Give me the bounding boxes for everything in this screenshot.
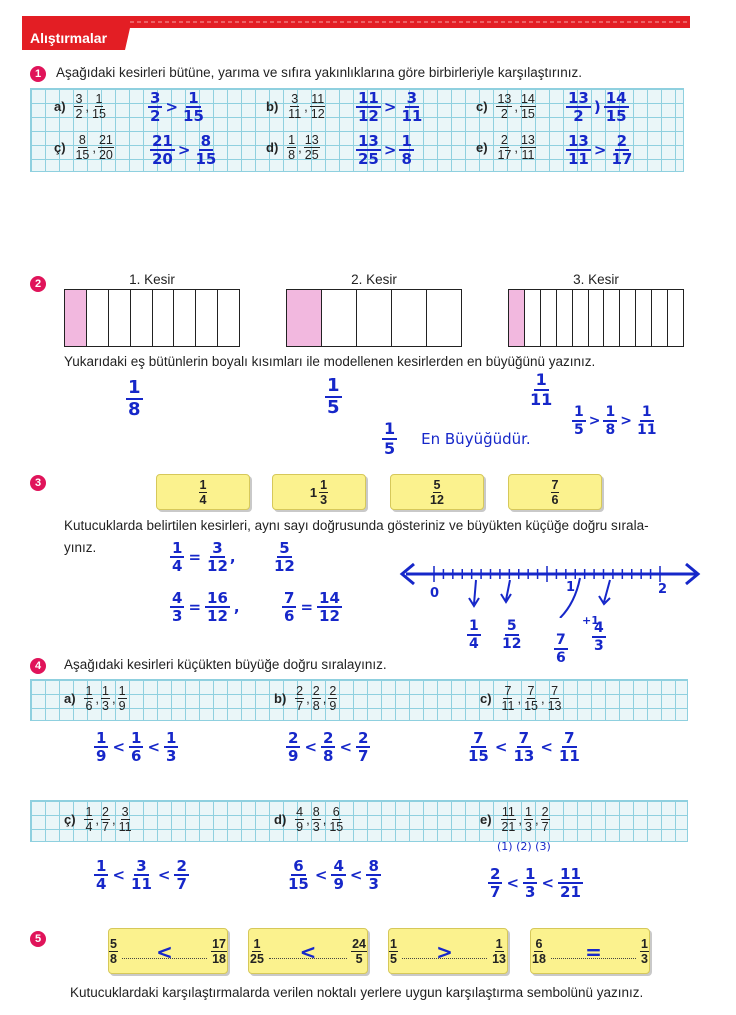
fraction: $\frac{11}{12}$ xyxy=(310,92,325,121)
left-fraction: $\frac{5}{8}$ xyxy=(110,936,117,966)
q2-instruction: Yukarıdaki eş bütünlerin boyalı kısımları ile modellenen kesirlerden en büyüğünü yazınız. xyxy=(64,354,596,369)
comparison-symbol: = xyxy=(585,939,602,964)
fraction: $\frac{1}{15}$ xyxy=(92,92,106,121)
unshaded-part xyxy=(131,290,153,346)
fraction: $\frac{2}{17}$ xyxy=(497,133,512,162)
unshaded-part xyxy=(153,290,175,346)
right-fraction: $\frac{1}{3}$ xyxy=(641,936,648,966)
q4-instruction: Aşağıdaki kesirleri küçükten büyüğe doğru sıralayınız. xyxy=(64,657,387,672)
answer-fraction: 1 4 xyxy=(96,857,107,893)
item-label: a) xyxy=(64,691,76,706)
shaded-part xyxy=(65,290,87,346)
fraction: $\frac{1}{8}$ xyxy=(288,133,296,162)
q4-problem: ç) $\frac{1}{4}$ , $\frac{2}{7}$ , $\frac{3}{11}$ xyxy=(64,805,132,834)
left-fraction: $\frac{6}{18}$ xyxy=(532,936,546,966)
right-fraction: $\frac{17}{18}$ xyxy=(212,936,226,966)
line-label-1-4: $\frac{1}{4}$ xyxy=(469,618,479,652)
unshaded-part xyxy=(218,290,239,346)
unshaded-part xyxy=(541,290,557,346)
fraction-model-3 xyxy=(508,289,684,347)
comparison-box xyxy=(248,928,368,974)
fraction: $\frac{2}{7}$ xyxy=(296,684,304,713)
q4-answer: 1 4 < 3 11 < 2 7 xyxy=(96,857,187,893)
q3-work-1: $\frac{1}{4}$ = $\frac{3}{12}$ , xyxy=(172,539,236,575)
answer-fraction: 7 15 xyxy=(468,729,489,765)
q3-work-4: $\frac{7}{6}$ = $\frac{14}{12}$ xyxy=(284,589,340,625)
shaded-part xyxy=(287,290,322,346)
fraction: $\frac{21}{20}$ xyxy=(98,133,113,162)
fraction: $\frac{7}{13}$ xyxy=(547,684,562,713)
unshaded-part xyxy=(589,290,605,346)
q4-answer: 1 9 < 1 6 < 1 3 xyxy=(96,729,177,765)
q4-problem: e) $\frac{11}{21}$ , $\frac{1}{3}$ , $\frac{2}{7}$ xyxy=(480,805,549,834)
item-label: e) xyxy=(476,140,488,155)
item-label: ç) xyxy=(64,812,76,827)
item-label: a) xyxy=(54,99,66,114)
line-label-7-6: $\frac{7}{6}$ xyxy=(556,632,566,666)
fraction: $\frac{2}{8}$ xyxy=(312,684,320,713)
fraction: $\frac{1}{3}$ xyxy=(102,684,109,713)
unshaded-part xyxy=(557,290,573,346)
model-title-2: 2. Kesir xyxy=(351,272,397,287)
dotted-blank xyxy=(402,939,487,964)
q3-instruction-line2: yınız. xyxy=(64,540,97,555)
fraction: $\frac{8}{3}$ xyxy=(312,805,320,834)
unshaded-part xyxy=(357,290,392,346)
tick-label-0: 0 xyxy=(430,586,440,601)
left-fraction: $\frac{1}{25}$ xyxy=(250,936,264,966)
fraction: $\frac{2}{7}$ xyxy=(102,805,109,834)
comparison-symbol: > xyxy=(436,939,453,964)
q2-biggest: 1 5 En Büyüğüdür. xyxy=(384,419,531,458)
fraction: $\frac{4}{9}$ xyxy=(296,805,304,834)
q1-item-a: a) $\frac{3}{2}$ , $\frac{1}{15}$ xyxy=(54,92,106,121)
fraction: $\frac{1}{4}$ xyxy=(85,805,93,834)
q1-answer-b: 11 12 > 3 11 xyxy=(358,89,423,125)
fraction: $\frac{3}{11}$ xyxy=(118,805,132,834)
answer-fraction: 6 15 xyxy=(288,857,309,893)
q4-problem: b) $\frac{2}{7}$ , $\frac{2}{8}$ , $\frac{2}{9}$ xyxy=(274,684,337,713)
fraction-box-2: 1 $\frac{1}{3}$ xyxy=(272,474,366,510)
left-fraction: $\frac{1}{5}$ xyxy=(390,936,397,966)
fraction-box-1: $\frac{1}{4}$ xyxy=(156,474,250,510)
q1-item-c: c) $\frac{13}{2}$ , $\frac{14}{15}$ xyxy=(476,92,535,121)
unshaded-part xyxy=(196,290,218,346)
q1-instruction: Aşağıdaki kesirleri bütüne, yarıma ve sıfıra yakınlıklarına göre birbirleriyle karşılaştırınız. xyxy=(56,65,582,80)
q2-answer-2: $\frac{1}{5}$ xyxy=(327,375,340,418)
q4-answer: 6 15 < 4 9 < 8 3 xyxy=(288,857,379,893)
q1-answer-a: 3 2 > 1 15 xyxy=(150,89,204,125)
q4-answer: 2 9 < 2 8 < 2 7 xyxy=(288,729,369,765)
q3-instruction-line1: Kutucuklarda belirtilen kesirleri, aynı sayı doğrusunda gösteriniz ve büyükten küçüğe doğru sırala- xyxy=(64,518,649,533)
q4-problem: c) $\frac{7}{11}$ , $\frac{7}{15}$ , $\frac{7}{13}$ xyxy=(480,684,562,713)
q1-item-b: b) $\frac{3}{11}$ , $\frac{11}{12}$ xyxy=(266,92,325,121)
fraction: $\frac{1}{9}$ xyxy=(118,684,126,713)
answer-fraction: 1 6 xyxy=(131,729,142,765)
answer-fraction: 1 3 xyxy=(166,729,177,765)
line-label-5-12: $\frac{5}{12}$ xyxy=(502,618,522,652)
q4-grid-1 xyxy=(30,679,688,721)
q1-answer-e: 13 11 > 2 17 xyxy=(568,132,633,168)
q1-item-c-cedilla: ç) $\frac{8}{15}$ , $\frac{21}{20}$ xyxy=(54,133,113,162)
q3-work-3: $\frac{4}{3}$ = $\frac{16}{12}$ , xyxy=(172,589,240,625)
question-number-3: 3 xyxy=(30,475,46,491)
fraction: $\frac{8}{15}$ xyxy=(75,133,90,162)
fraction: $\frac{1}{3}$ xyxy=(524,805,532,834)
item-label: d) xyxy=(266,140,279,155)
right-fraction: $\frac{24}{5}$ xyxy=(352,936,366,966)
item-label: c) xyxy=(480,691,492,706)
question-number-1: 1 xyxy=(30,66,46,82)
dotted-blank xyxy=(551,939,636,964)
item-label: b) xyxy=(266,99,279,114)
line-label-4-3: +1 xyxy=(582,614,599,627)
q4-problem: a) $\frac{1}{6}$ , $\frac{1}{3}$ , $\frac{1}{9}$ xyxy=(64,684,126,713)
tick-label-1: 1 xyxy=(566,580,576,595)
item-label: e) xyxy=(480,812,492,827)
q4-problem: d) $\frac{4}{9}$ , $\frac{8}{3}$ , $\frac{6}{15}$ xyxy=(274,805,344,834)
comparison-box xyxy=(530,928,650,974)
dotted-blank xyxy=(122,939,207,964)
q4-answer: 7 15 < 7 13 < 7 11 xyxy=(468,729,580,765)
q1-item-d: d) $\frac{1}{8}$ , $\frac{13}{25}$ xyxy=(266,133,319,162)
question-number-5: 5 xyxy=(30,931,46,947)
fraction: $\frac{3}{2}$ xyxy=(75,92,83,121)
fraction-model-2 xyxy=(286,289,462,347)
unshaded-part xyxy=(652,290,668,346)
q1-item-e: e) $\frac{2}{17}$ , $\frac{13}{11}$ xyxy=(476,133,535,162)
section-title: Alıştırmalar xyxy=(30,30,108,46)
q5-instruction: Kutucuklardaki karşılaştırmalarda verilen noktalı yerlere uygun karşılaştırma sembolünü yazınız. xyxy=(70,985,644,1000)
unshaded-part xyxy=(604,290,620,346)
question-number-2: 2 xyxy=(30,276,46,292)
answer-fraction: 2 7 xyxy=(490,865,501,901)
q3-work-2: $\frac{5}{12}$ xyxy=(274,539,295,575)
answer-fraction: 1 9 xyxy=(96,729,107,765)
unshaded-part xyxy=(174,290,196,346)
fraction: $\frac{6}{15}$ xyxy=(329,805,344,834)
fraction-box-3: $\frac{5}{12}$ xyxy=(390,474,484,510)
fraction: $\frac{2}{7}$ xyxy=(541,805,549,834)
answer-fraction: 3 11 xyxy=(131,857,152,893)
shaded-part xyxy=(509,290,525,346)
unshaded-part xyxy=(636,290,652,346)
unshaded-part xyxy=(109,290,131,346)
q2-answer-1: $\frac{1}{8}$ xyxy=(128,377,141,420)
answer-fraction: 11 21 xyxy=(560,865,581,901)
answer-fraction: 8 3 xyxy=(368,857,379,893)
q2-order: 1 5 > 1 8 > 1 11 xyxy=(574,404,657,438)
unshaded-part xyxy=(87,290,109,346)
item-label: c) xyxy=(476,99,488,114)
item-label: ç) xyxy=(54,140,66,155)
q1-answer-c: 13 2 ) 14 15 xyxy=(568,89,627,125)
unshaded-part xyxy=(427,290,461,346)
dotted-blank xyxy=(269,939,347,964)
fraction: $\frac{3}{11}$ xyxy=(288,92,302,121)
q4-e-notes: (1) (2) (3) xyxy=(497,840,551,853)
fraction: $\frac{7}{11}$ xyxy=(501,684,515,713)
fraction: $\frac{14}{15}$ xyxy=(520,92,535,121)
fraction: $\frac{13}{2}$ xyxy=(497,92,512,121)
fraction-model-1 xyxy=(64,289,240,347)
item-label: b) xyxy=(274,691,287,706)
model-title-3: 3. Kesir xyxy=(573,272,619,287)
unshaded-part xyxy=(322,290,357,346)
answer-fraction: 7 11 xyxy=(558,729,580,765)
unshaded-part xyxy=(392,290,427,346)
comparison-box xyxy=(108,928,228,974)
fraction: $\frac{2}{9}$ xyxy=(329,684,337,713)
q2-answer-3: $\frac{1}{11}$ xyxy=(530,370,553,409)
unshaded-part xyxy=(668,290,683,346)
unshaded-part xyxy=(620,290,636,346)
q1-answer-d: 13 25 > 1 8 xyxy=(358,132,412,168)
right-fraction: $\frac{1}{13}$ xyxy=(492,936,506,966)
unshaded-part xyxy=(525,290,541,346)
line-label-4-3-frac: $\frac{4}{3}$ xyxy=(594,620,604,654)
item-label: d) xyxy=(274,812,287,827)
answer-fraction: 2 7 xyxy=(358,729,369,765)
tick-label-2: 2 xyxy=(658,582,668,597)
fraction: $\frac{7}{15}$ xyxy=(524,684,538,713)
fraction-box-4: $\frac{7}{6}$ xyxy=(508,474,602,510)
answer-fraction: 1 3 xyxy=(525,865,536,901)
comparison-symbol: < xyxy=(156,939,173,964)
answer-fraction: 4 9 xyxy=(333,857,344,893)
answer-fraction: 7 13 xyxy=(513,729,535,765)
fraction: $\frac{11}{21}$ xyxy=(501,805,516,834)
question-number-4: 4 xyxy=(30,658,46,674)
q1-answer-c-cedilla: 21 20 > 8 15 xyxy=(152,132,217,168)
answer-fraction: 2 8 xyxy=(323,729,334,765)
model-title-1: 1. Kesir xyxy=(129,272,175,287)
fraction: $\frac{13}{25}$ xyxy=(304,133,319,162)
q4-answer: 2 7 < 1 3 < 11 21 xyxy=(490,865,581,901)
comparison-box xyxy=(388,928,508,974)
answer-fraction: 2 9 xyxy=(288,729,299,765)
comparison-symbol: < xyxy=(299,939,317,964)
fraction: $\frac{13}{11}$ xyxy=(520,133,535,162)
answer-fraction: 2 7 xyxy=(176,857,187,893)
unshaded-part xyxy=(573,290,589,346)
fraction: $\frac{1}{6}$ xyxy=(85,684,93,713)
